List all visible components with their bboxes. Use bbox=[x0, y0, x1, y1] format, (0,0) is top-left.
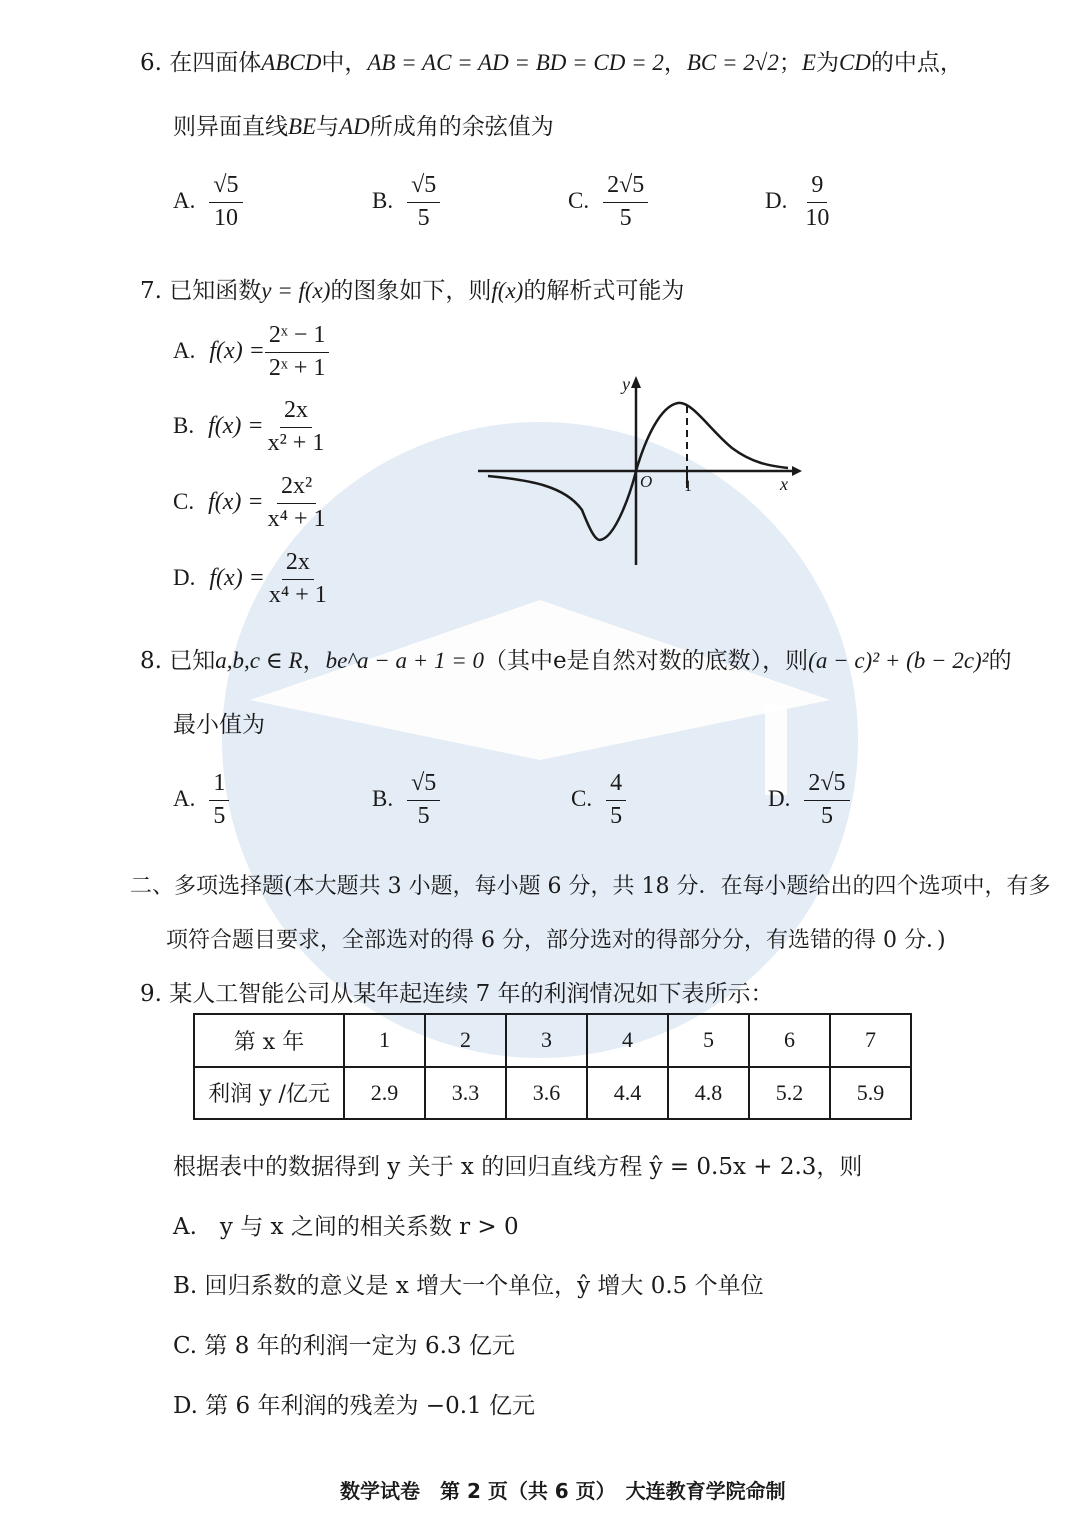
q8-text: （其中e是自然对数的底数），则 bbox=[484, 648, 809, 674]
q9-option-c: C. 第 8 年的利润一定为 6.3 亿元 bbox=[173, 1333, 515, 1359]
q9-stem bbox=[140, 975, 774, 1008]
numerator: 2x bbox=[282, 549, 314, 580]
q6-text: 所成角的余弦值为 bbox=[369, 114, 554, 140]
q9-number: 9. bbox=[140, 981, 162, 1007]
numerator: 2√5 bbox=[603, 172, 648, 203]
q8-vars: a,b,c ∈ R bbox=[215, 648, 303, 673]
lhs: f(x) = bbox=[208, 489, 264, 516]
q8-equation: be^a − a + 1 = 0 bbox=[325, 648, 485, 673]
denominator: 5 bbox=[610, 802, 623, 829]
q6-ad: AD bbox=[339, 114, 370, 139]
fraction bbox=[265, 549, 331, 609]
page-footer: 数学试卷 第 2 页（共 6 页） 大连教育学院命制 bbox=[340, 1479, 786, 1503]
fraction bbox=[209, 172, 242, 232]
option-label: B. bbox=[372, 188, 394, 214]
q7-option-c bbox=[173, 473, 330, 533]
table-cell: 4.4 bbox=[587, 1067, 668, 1120]
fraction bbox=[264, 397, 329, 457]
q8-text: ， bbox=[302, 648, 326, 674]
table-cell: 7 bbox=[830, 1014, 911, 1067]
q8-text: 的 bbox=[988, 648, 1012, 674]
q7-option-b bbox=[173, 397, 328, 457]
q9-text: 某人工智能公司从某年起连续 7 年的利润情况如下表所示： bbox=[169, 981, 774, 1007]
table-cell: 5.2 bbox=[749, 1067, 830, 1120]
table-cell: 4.8 bbox=[668, 1067, 749, 1120]
numerator: √5 bbox=[209, 172, 242, 203]
profit-table bbox=[193, 1013, 912, 1120]
q9-option-d: D. 第 6 年利润的残差为 −0.1 亿元 bbox=[173, 1393, 535, 1419]
q6-text: 中， bbox=[321, 50, 368, 76]
q6-line2 bbox=[173, 108, 554, 141]
option-label: A. bbox=[173, 338, 196, 364]
q6-option-b bbox=[372, 172, 440, 232]
x-axis-arrow bbox=[792, 466, 802, 476]
table-cell: 4 bbox=[587, 1014, 668, 1067]
table-row bbox=[194, 1067, 911, 1120]
option-label: D. bbox=[768, 786, 791, 812]
table-cell: 2 bbox=[425, 1014, 506, 1067]
fraction bbox=[265, 322, 329, 382]
q7-text: 已知函数 bbox=[169, 278, 262, 304]
denominator: 10 bbox=[805, 204, 830, 231]
q7-text: 的图象如下，则 bbox=[330, 278, 492, 304]
q6-text: 在四面体 bbox=[169, 50, 262, 76]
q8-option-a bbox=[173, 770, 229, 830]
q9-regression-stem: 根据表中的数据得到 y 关于 x 的回归直线方程 ŷ = 0.5x + 2.3，则 bbox=[173, 1154, 863, 1180]
q8-option-d bbox=[768, 770, 850, 830]
q8-expression: (a − c)² + (b − 2c)² bbox=[808, 648, 989, 673]
q6-line1 bbox=[140, 44, 963, 77]
denominator: 10 bbox=[213, 204, 238, 231]
q8-option-b bbox=[372, 770, 440, 830]
q7-option-a bbox=[173, 322, 329, 382]
q6-be: BE bbox=[288, 114, 317, 139]
table-header-year: 第 x 年 bbox=[194, 1014, 344, 1067]
numerator: 2x² bbox=[277, 473, 316, 504]
origin-label: O bbox=[640, 472, 653, 491]
q8-line1 bbox=[140, 642, 1012, 675]
option-label: D. bbox=[173, 565, 196, 591]
numerator: 2ˣ − 1 bbox=[265, 322, 329, 353]
denominator: 5 bbox=[619, 204, 632, 231]
fraction bbox=[209, 770, 229, 830]
fraction bbox=[407, 770, 440, 830]
q6-number: 6. bbox=[140, 50, 162, 76]
y-axis-label: y bbox=[622, 374, 630, 394]
q8-option-c bbox=[571, 770, 626, 830]
option-label: B. bbox=[173, 413, 195, 439]
y-axis-arrow bbox=[631, 376, 641, 388]
table-cell: 6 bbox=[749, 1014, 830, 1067]
option-label: D. bbox=[765, 188, 788, 214]
option-label: C. bbox=[568, 188, 590, 214]
q8-text: 已知 bbox=[169, 648, 216, 674]
tick-1-label: 1 bbox=[684, 478, 692, 495]
fraction bbox=[264, 473, 330, 533]
denominator: x² + 1 bbox=[267, 429, 325, 456]
denominator: x⁴ + 1 bbox=[267, 505, 326, 532]
table-cell: 2.9 bbox=[344, 1067, 425, 1120]
q7-fx: f(x) bbox=[491, 278, 524, 303]
q6-e: E bbox=[801, 50, 816, 75]
fraction bbox=[603, 172, 648, 232]
numerator: √5 bbox=[407, 770, 440, 801]
q8-line2: 最小值为 bbox=[173, 712, 265, 738]
q6-tetra: ABCD bbox=[261, 50, 322, 75]
denominator: 5 bbox=[417, 802, 430, 829]
option-label: C. bbox=[173, 489, 195, 515]
table-cell: 5 bbox=[668, 1014, 749, 1067]
q6-text: 则异面直线 bbox=[173, 114, 288, 140]
denominator: 2ˣ + 1 bbox=[268, 354, 326, 381]
numerator: 9 bbox=[807, 172, 827, 203]
q6-edges: AB = AC = AD = BD = CD = 2 bbox=[367, 50, 664, 75]
q6-text: 为 bbox=[815, 50, 839, 76]
section2-line2: 项符合题目要求，全部选对的得 6 分，部分选对的得部分分，有选错的得 0 分．) bbox=[166, 928, 946, 953]
q7-function-graph bbox=[470, 370, 810, 575]
table-cell: 5.9 bbox=[830, 1067, 911, 1120]
q7-option-d bbox=[173, 549, 331, 609]
q8-number: 8. bbox=[140, 648, 162, 674]
fraction bbox=[407, 172, 440, 232]
q7-text: 的解析式可能为 bbox=[523, 278, 685, 304]
section2-line1: 二、多项选择题(本大题共 3 小题，每小题 6 分，共 18 分．在每小题给出的四个选项中，有多 bbox=[130, 874, 1051, 899]
table-cell: 3.3 bbox=[425, 1067, 506, 1120]
table-header-profit: 利润 y /亿元 bbox=[194, 1067, 344, 1120]
option-label: A. bbox=[173, 188, 196, 214]
table-cell: 1 bbox=[344, 1014, 425, 1067]
numerator: 4 bbox=[606, 770, 626, 801]
table-cell: 3.6 bbox=[506, 1067, 587, 1120]
q7-number: 7. bbox=[140, 278, 162, 304]
fraction bbox=[804, 770, 849, 830]
lhs: f(x) = bbox=[209, 338, 265, 365]
q6-text: ， bbox=[663, 50, 687, 76]
q6-option-a bbox=[173, 172, 243, 232]
denominator: 5 bbox=[213, 802, 226, 829]
lhs: f(x) = bbox=[209, 565, 265, 592]
q9-option-b: B. 回归系数的意义是 x 增大一个单位，ŷ 增大 0.5 个单位 bbox=[173, 1273, 764, 1299]
option-label: B. bbox=[372, 786, 394, 812]
q6-option-c bbox=[568, 172, 648, 232]
denominator: 5 bbox=[417, 204, 430, 231]
table-row bbox=[194, 1014, 911, 1067]
q6-option-d bbox=[765, 172, 833, 232]
numerator: √5 bbox=[407, 172, 440, 203]
q6-text: 与 bbox=[316, 114, 340, 140]
x-axis-label: x bbox=[780, 474, 788, 494]
q7-stem bbox=[140, 272, 684, 305]
lhs: f(x) = bbox=[208, 413, 264, 440]
q7-func: y = f(x) bbox=[261, 278, 331, 303]
numerator: 2x bbox=[280, 397, 312, 428]
fraction bbox=[801, 172, 833, 232]
option-label: C. bbox=[571, 786, 593, 812]
fraction bbox=[606, 770, 626, 830]
q6-text: 的中点， bbox=[870, 50, 963, 76]
q6-text: ； bbox=[778, 50, 802, 76]
q6-cd: CD bbox=[838, 50, 871, 75]
numerator: 1 bbox=[209, 770, 229, 801]
table-cell: 3 bbox=[506, 1014, 587, 1067]
numerator: 2√5 bbox=[804, 770, 849, 801]
denominator: x⁴ + 1 bbox=[268, 581, 327, 608]
denominator: 5 bbox=[820, 802, 833, 829]
q9-option-a: A. y 与 x 之间的相关系数 r > 0 bbox=[173, 1214, 519, 1240]
q6-bc: BC = 2√2 bbox=[686, 50, 779, 75]
option-label: A. bbox=[173, 786, 196, 812]
